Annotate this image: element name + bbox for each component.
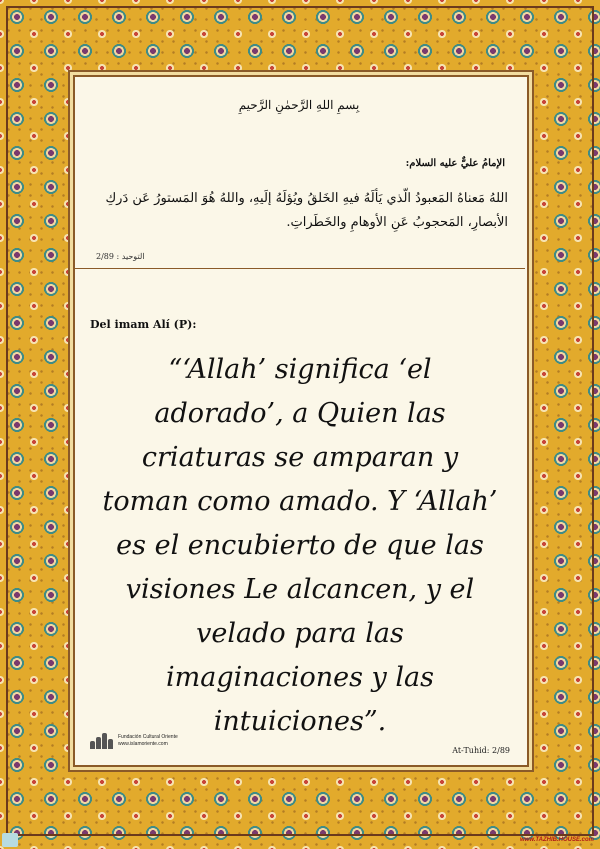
arabic-heading: الإمامُ عليٌّ عليه السلام: bbox=[405, 158, 505, 169]
basmala: بِسمِ اللهِ الرَّحمٰنِ الرَّحيمِ bbox=[238, 98, 360, 112]
spanish-source: At-Tuhid: 2/89 bbox=[452, 746, 510, 755]
organization-block bbox=[90, 733, 178, 749]
organization-website: www.islamoriente.com bbox=[118, 741, 168, 747]
footer-brand: www.TAZHIB.HOUSE.com bbox=[519, 837, 594, 843]
organization-logo-icon bbox=[90, 733, 114, 749]
spanish-quote: “‘Allah’ significa ‘el adorado’, a Quien las criaturas se amparan y toman como amado. Y ‘Allah’ es el encubierto de que las visiones Le alcancen, y el velado para las imaginaciones y las intuiciones”. bbox=[102, 354, 498, 737]
arabic-source: التوحيد : 2/89 bbox=[96, 252, 145, 261]
spanish-heading: Del imam Alí (P): bbox=[90, 318, 197, 331]
arabic-hadith-text: اللهُ مَعناهُ المَعبودُ الّذي يَألَهُ فيهِ الخَلقُ ويُؤلَهُ إلَيهِ، واللهُ هُوَ المَستورُ عَن دَركِ الأبصارِ، المَحجوبُ عَنِ الأوهامِ والخَطَراتِ. bbox=[105, 191, 508, 230]
organization-name: Fundación Cultural Oriente bbox=[118, 734, 178, 740]
corner-badge-icon bbox=[2, 833, 18, 847]
